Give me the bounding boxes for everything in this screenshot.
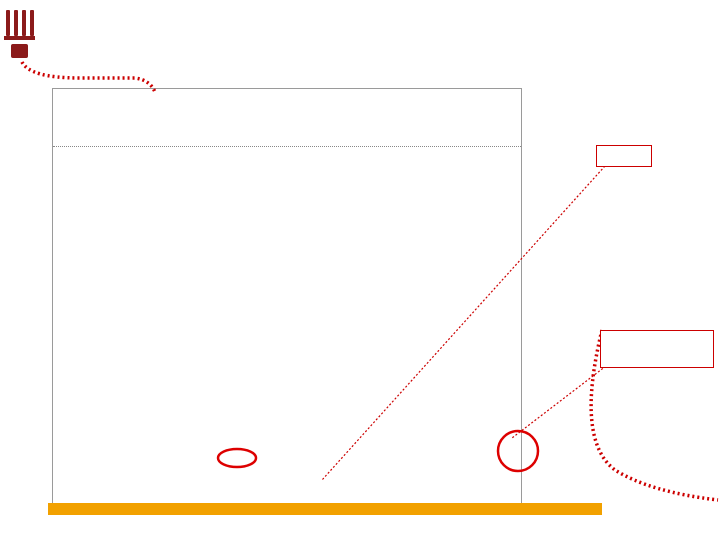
circle-spese-generali: [218, 449, 256, 467]
line-manodopera: [512, 366, 606, 438]
oneri-callout: [596, 145, 652, 167]
line-oneri: [322, 166, 605, 480]
connector-top: [22, 62, 155, 92]
circle-manodopera: [498, 431, 538, 471]
manodopera-callout: [600, 330, 714, 368]
